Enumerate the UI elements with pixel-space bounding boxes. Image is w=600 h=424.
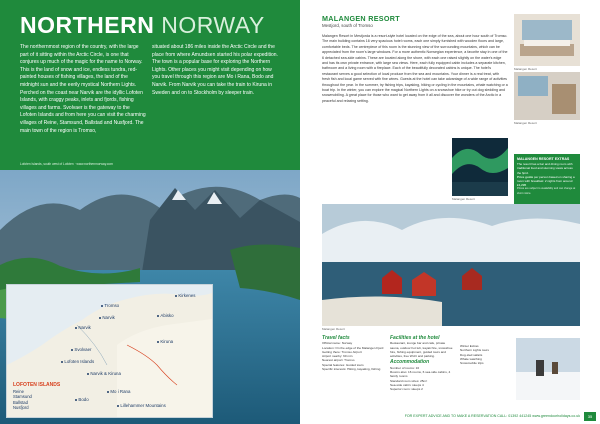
hotel-title: MALANGEN RESORT xyxy=(322,14,400,23)
page-number: 35 xyxy=(584,412,596,421)
extra-line: Winter Extras xyxy=(460,344,479,348)
map-place-abisko: Abisko xyxy=(157,313,174,318)
map-place-lofoten-islands: Lofoten Islands xyxy=(61,359,94,364)
map-place-narvik: Narvik xyxy=(99,315,115,320)
hotel-room-photo xyxy=(514,72,580,120)
image-caption-4: Malangen Resort xyxy=(322,327,345,331)
map-place-kirkenes: Kirkenes xyxy=(175,293,195,298)
extras-sidebox xyxy=(514,154,580,206)
facilities-title: Facilities at the hotel xyxy=(390,335,440,341)
hotel-subtitle: Mestjord, south of Tromso xyxy=(322,23,373,28)
fact-line: Location: On the edge of the Malangen Fjord xyxy=(322,345,384,350)
image-caption-1: Malangen Resort xyxy=(514,67,537,71)
sidebox-price-label: Price guide xyxy=(517,174,534,179)
page-title xyxy=(20,12,265,38)
map-place-narvik-2: Narvik xyxy=(75,325,91,330)
map-place-mo-i-rana: Mo i Rana xyxy=(107,389,130,394)
region-map xyxy=(6,284,213,418)
extra-line: Snowmobile trips xyxy=(460,361,484,366)
map-place-bodo: Bodo xyxy=(75,397,89,402)
hotel-interior-photo xyxy=(514,14,580,66)
map-label-reine: Reine xyxy=(13,388,24,394)
fact-line: Official name: Norway xyxy=(322,341,353,346)
intro-column-1: The northernmost region of the country, with the large part of it sitting within the Arctic Circle, is one that conjures up much of the magic for the name to Norway. This is the land of snow and ice, endless tundra, red-painted houses of fishing villages, the land of the midnight sun and the eerily mystical Northern Lights. Perched on the coast near Narvik are the idyllic Lofoten Islands, with craggy peaks, inlets and fjords, fishing villages and farms. Svolvaer is the gateway to the Lofoten Islands and from here you can visit the charming villages of Reine, Stamsund, Ballstad and Nusfjord. The main town of the region is Tromso, xyxy=(20,44,146,134)
facilities-section xyxy=(390,336,454,392)
sidebox-price-text: per person based on sharing a room with breakfast: 2 nights from around xyxy=(517,174,575,184)
accom-line: Sea-side cabin: sleeps 4 xyxy=(390,382,424,387)
image-caption-2: Malangen Resort xyxy=(514,121,537,125)
extra-line: Dog-sled safaris xyxy=(460,352,483,357)
map-place-svolvaer: Svolvaer xyxy=(71,347,91,352)
facilities-text: Restaurant, lounge bar and cafe, private sauna, outdoor hot tub, kayak hire, snowshoe hire, fishing equipment, guided tours and activities, free Wi-Fi and parking. xyxy=(390,341,453,359)
extra-line: Northern Lights tours xyxy=(460,348,489,353)
accommodation-title: Accommodation xyxy=(390,359,430,366)
extras-section xyxy=(460,344,512,365)
fact-line: Special features: Guided tours xyxy=(322,362,364,367)
accom-line: Number of rooms: 16 xyxy=(390,365,420,370)
map-label-nusfjord: Nusfjord xyxy=(13,405,29,411)
footer-text: FOR EXPERT ADVICE AND TO MAKE A RESERVATION CALL: 01392 441245 www.greendoorholidays.co.uk xyxy=(404,414,580,418)
accom-line: Rooms also: 16 rooms, 6 sea-side cabins, 4 family rooms xyxy=(390,370,451,379)
fishing-village-photo xyxy=(322,204,580,326)
accom-line: Standard room sizes: 25m² xyxy=(390,378,428,383)
aurora-photo xyxy=(452,138,508,196)
fact-line: Specific interests: Hiking, kayaking, fishing xyxy=(322,367,381,372)
intro-column-2: situated about 186 miles inside the Arctic Circle and the place from where Amundsen started his polar expedition. The town is a popular base for exploring the Northern Lights. Other places you might visit depending on how you travel through this region are Mo i Rana, Bodo and Narvik. From Narvik you can take the train to Kiruna in Sweden and on to Stockholm by sleeper train. xyxy=(152,44,278,96)
map-place-lillehammer: Lillehammer Mountains xyxy=(117,403,166,408)
map-region-label xyxy=(13,383,60,411)
sidebox-text: The resort has a bar and dining room with traditional food and stunning views across the fjord. xyxy=(517,162,573,175)
fact-line: Airport nearby: 60 min xyxy=(322,354,353,359)
dog-sled-photo xyxy=(516,338,580,400)
fact-line: Nearest airport: Tromso xyxy=(322,358,355,363)
travel-facts-title: Travel facts xyxy=(322,335,350,341)
title-norway: NORWAY xyxy=(161,12,265,38)
extra-line: Whale watching xyxy=(460,356,482,361)
map-place-kiruna: Kiruna xyxy=(157,339,173,344)
map-label-ballstad: Ballstad xyxy=(13,399,28,405)
accom-line: Superior room: sleeps 2 xyxy=(390,387,423,392)
photo-caption: Lofoten Islands, south west of Lofoten · www.northernnorway.com xyxy=(20,162,113,166)
page-footer xyxy=(300,410,600,424)
title-northern: NORTHERN xyxy=(20,12,155,38)
image-caption-3: Malangen Resort xyxy=(452,197,475,201)
sidebox-price-value: £1,295 xyxy=(517,183,527,188)
travel-facts-section xyxy=(322,336,384,371)
fact-line: Getting there: Tromso Airport xyxy=(322,349,362,354)
map-label-lofoten: LOFOTEN ISLANDS xyxy=(13,382,61,388)
hotel-description: Malangen Resort in Mestjorda is a resort-style hotel located on the edge of the sea, about one hour south of Tromso. The main building contains 16 very spacious hotel rooms, each one simply furnished with wooden floors and large, comfortable beds. The centrepiece of this room is the stunning view of the surrounding mountains, which can be appreciated from the room's large windows. For a more authentic Norwegian experience, a favorite stay in one of the 6 detached sea-side cabins. These are located along the shore, with each one raised slightly on the water's edge and has its own private entrance, with large sea views. Here, each fully equipped cabin includes a separate kitchen, bathroom and a living room with a fireplace. Each of the beautifully decorated cabins is unique. The hotel's restaurant serves a good selection of local produce from the sea and mountains. Your dinner is a real treat, with fresh fish and local game served with fine wines. Guests at the hotel can take advantage of a wide range of activities throughout the year. In the summer, try fishing trips, kayaking, hiking or cycling in the mountains, whale watching or a boat trip. In the winter, you can explore the magical Northern Lights on a snowshoe hike or try out dog sledding and snowmobiling. A great place for those who want to get away from it all and discover the wonders of the Arctic in a peaceful and relaxing setting. xyxy=(322,34,508,103)
map-place-narvik-kiruna: Narvik & Kiruna xyxy=(87,371,121,376)
map-place-tromso: Tromso xyxy=(101,303,119,308)
right-page xyxy=(300,0,600,424)
map-label-stamsund: Stamsund xyxy=(13,394,32,400)
sidebox-note: Prices are subject to availability and can change at short notice. xyxy=(517,187,576,195)
sidebox-title: MALANGEN RESORT EXTRAS xyxy=(517,157,570,161)
